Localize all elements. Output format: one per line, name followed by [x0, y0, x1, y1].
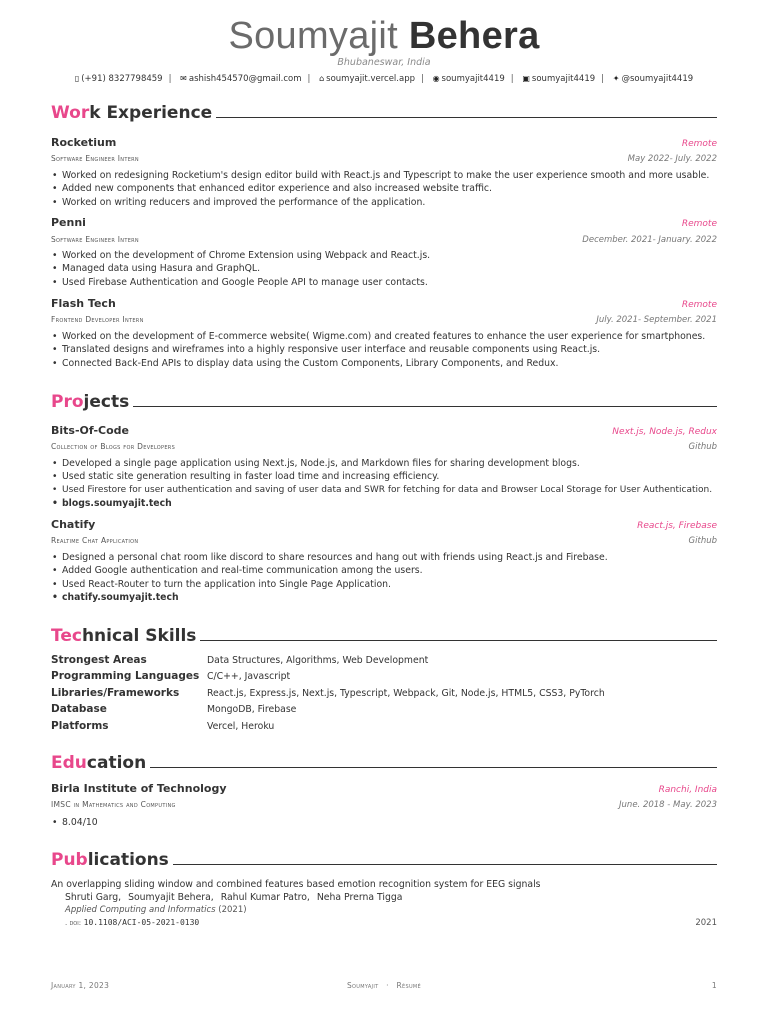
section-rule [173, 864, 717, 865]
skill-value: Data Structures, Algorithms, Web Development [207, 655, 429, 666]
work-entry-sub [51, 315, 717, 325]
work-location: Remote [681, 139, 717, 149]
contact-github[interactable]: ◉ soumyajit4419 [432, 74, 505, 84]
skill-row [51, 687, 717, 703]
author: Soumyajit Behera, [128, 892, 214, 903]
list-item: • Worked on writing reducers and improved the performance of the application. [51, 196, 717, 209]
section-projects [51, 392, 717, 412]
author: Neha Prerna Tigga [316, 892, 403, 903]
education-entry-header [51, 782, 717, 795]
skill-row [51, 654, 717, 670]
candidate-location: Bhubaneswar, India [337, 57, 431, 68]
email-icon: ✉ [180, 74, 187, 83]
work-location: Remote [681, 300, 717, 310]
contact-bar: ▯ (+91) 8327798459 | ✉ ashish454570@gmail.com | ⌂ soumyajit.vercel.app | ◉ soumyajit4419 | ▣ soumyajit4419 | ✦ @soumyajit4419 [74, 74, 694, 84]
work-entry-header [51, 136, 717, 149]
education-school: Birla Institute of Technology [51, 782, 227, 795]
project-name: Chatify [51, 518, 96, 531]
skill-key: Programming Languages [51, 670, 200, 683]
education-degree: IMSC in Mathematics and Computing [51, 800, 176, 809]
list-item: • Worked on the development of Chrome Extension using Webpack and React.js. [51, 249, 717, 262]
work-role: Software Engineer Intern [51, 154, 139, 163]
section-rule [216, 117, 717, 118]
publication-authors [65, 892, 407, 903]
skill-key: Platforms [51, 719, 109, 732]
project-entry-sub [51, 442, 717, 452]
work-bullets [51, 169, 717, 209]
project-subtitle: Collection of Blogs for Developers [51, 442, 176, 451]
phone-icon: ▯ [74, 74, 80, 83]
skill-value: MongoDB, Firebase [207, 704, 297, 716]
skill-key: Database [51, 703, 107, 716]
work-org: Penni [51, 216, 86, 229]
list-item: • Added Google authentication and real-time communication among the users. [51, 564, 717, 577]
work-bullets [51, 249, 717, 289]
work-bullets [51, 330, 717, 370]
education-date: June. 2018 - May. 2023 [619, 800, 717, 810]
skills-table [51, 654, 717, 736]
section-title: Projects [51, 392, 130, 412]
work-entry-header [51, 297, 717, 310]
work-role: Frontend Developer Intern [51, 315, 144, 324]
project-link[interactable]: • chatify.soumyajit.tech [51, 591, 717, 604]
skill-value: C/C++, Javascript [207, 671, 291, 683]
github-icon: ◉ [432, 74, 440, 83]
first-name: Soumyajit [228, 15, 399, 57]
list-item: • Used Firestore for user authentication and saving of user data and SWR for fetching for data and Browser Local Storage for User Authentication. [51, 484, 717, 497]
section-publications [51, 850, 717, 870]
footer-page-number: 1 [711, 981, 717, 990]
twitter-icon: ✦ [612, 74, 620, 83]
skill-row [51, 703, 717, 719]
publication-doi[interactable]: . doi: 10.1108/ACI-05-2021-0130 [65, 918, 200, 927]
candidate-name [51, 14, 717, 58]
home-icon: ⌂ [319, 74, 325, 83]
section-rule [200, 640, 717, 641]
list-item: • Connected Back-End APIs to display data using the Custom Components, Library Components, and Redux. [51, 357, 717, 370]
section-title: Technical Skills [51, 626, 197, 646]
list-item: • 8.04/10 [51, 816, 717, 829]
last-name: Behera [408, 15, 540, 57]
footer-date: January 1, 2023 [51, 981, 110, 990]
education-location: Ranchi, India [658, 785, 717, 795]
section-title: Publications [51, 850, 169, 870]
list-item: • Added new components that enhanced editor experience and also increased website traffic. [51, 182, 717, 195]
project-source[interactable]: Github [688, 536, 717, 546]
list-item: • Translated designs and wireframes into a highly responsive user interface and reusable components using React.js. [51, 343, 717, 356]
project-subtitle: Realtime Chat Application [51, 536, 139, 545]
project-bullets [51, 457, 717, 511]
skill-row [51, 720, 717, 736]
education-entry-sub [51, 800, 717, 810]
section-technical-skills [51, 626, 717, 646]
project-link[interactable]: • blogs.soumyajit.tech [51, 497, 717, 510]
project-entry-header [51, 424, 717, 437]
project-stack: React.js, Firebase [637, 521, 717, 531]
list-item: • Used Firebase Authentication and Google People API to manage user contacts. [51, 276, 717, 289]
section-title: Work Experience [51, 103, 213, 123]
work-date: July. 2021- September. 2021 [596, 315, 717, 325]
work-location: Remote [681, 219, 717, 229]
section-work-experience [51, 103, 717, 123]
author: Rahul Kumar Patro, [220, 892, 310, 903]
project-entry-header [51, 518, 717, 531]
list-item: • Used static site generation resulting in faster load time and increasing efficiency. [51, 470, 717, 483]
list-item: • Developed a single page application using Next.js, Node.js, and Markdown files for sharing development blogs. [51, 457, 717, 470]
project-entry-sub [51, 536, 717, 546]
publication-year: 2021 [695, 918, 717, 928]
section-education [51, 753, 717, 773]
publication-title: An overlapping sliding window and combined features based emotion recognition system for EEG signals [51, 879, 541, 890]
project-name: Bits-Of-Code [51, 424, 129, 437]
skill-value: React.js, Express.js, Next.js, Typescript, Webpack, Git, Node.js, HTML5, CSS3, PyTorch [207, 687, 605, 699]
project-bullets [51, 551, 717, 605]
work-org: Flash Tech [51, 297, 116, 310]
contact-phone[interactable]: ▯ (+91) 8327798459 [74, 74, 163, 84]
work-role: Software Engineer Intern [51, 235, 139, 244]
work-date: December. 2021- January. 2022 [582, 235, 717, 245]
section-title: Education [51, 753, 147, 773]
skill-key: Strongest Areas [51, 654, 147, 666]
section-rule [133, 406, 717, 407]
resume-page [51, 0, 717, 1024]
contact-twitter[interactable]: ✦ @soumyajit4419 [612, 74, 694, 84]
list-item: • Worked on redesigning Rocketium's design editor build with React.js and Typescript to make the user experience smooth and more usable. [51, 169, 717, 182]
work-entry-sub [51, 235, 717, 245]
section-rule [150, 767, 717, 768]
education-bullets [51, 816, 717, 829]
work-entry-sub [51, 154, 717, 164]
footer-title: Soumyajit · Résumé [346, 981, 421, 990]
work-org: Rocketium [51, 136, 117, 149]
list-item: • Designed a personal chat room like discord to share resources and hang out with friends using React.js and Firebase. [51, 551, 717, 564]
work-date: May 2022- July. 2022 [627, 154, 717, 164]
linkedin-icon: ▣ [522, 74, 530, 83]
contact-email[interactable]: ✉ ashish454570@gmail.com [180, 74, 302, 84]
work-entry-header [51, 216, 717, 229]
author: Shruti Garg, [65, 892, 122, 903]
skill-key: Libraries/Frameworks [51, 686, 180, 699]
skill-row [51, 670, 717, 686]
skill-value: Vercel, Heroku [207, 720, 275, 732]
project-stack: Next.js, Node.js, Redux [612, 427, 717, 437]
list-item: • Used React-Router to turn the application into Single Page Application. [51, 578, 717, 591]
list-item: • Managed data using Hasura and GraphQL. [51, 262, 717, 275]
contact-linkedin[interactable]: ▣ soumyajit4419 [522, 74, 596, 84]
list-item: • Worked on the development of E-commerce website( Wigme.com) and created features to enhance the user experience for smartphones. [51, 330, 717, 343]
contact-website[interactable]: ⌂ soumyajit.vercel.app [319, 74, 415, 84]
publication-journal: Applied Computing and Informatics (2021) [65, 905, 247, 915]
project-source[interactable]: Github [688, 442, 717, 452]
